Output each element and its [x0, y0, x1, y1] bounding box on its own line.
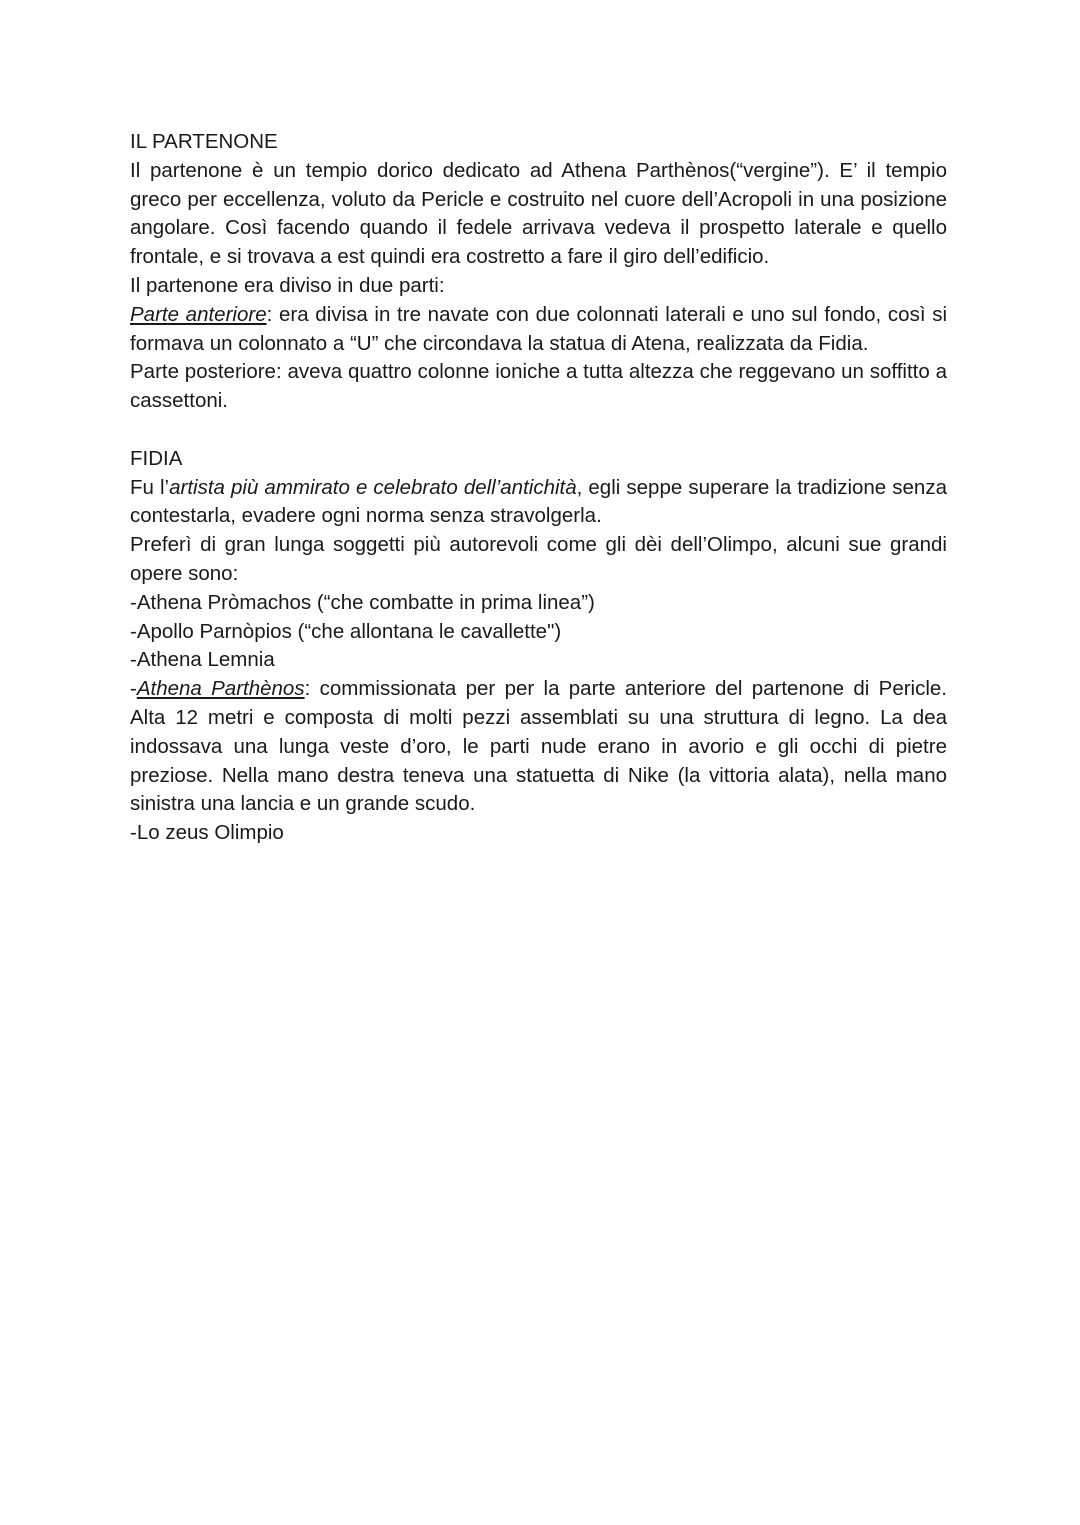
fidia-intro-emphasis: artista più ammirato e celebrato dell’antichità: [169, 475, 577, 499]
partenone-posterior-paragraph: Parte posteriore: aveva quattro colonne ioniche a tutta altezza che reggevano un soffitto a cassettoni.: [130, 360, 947, 413]
work-item: -Athena Lemnia: [130, 648, 275, 672]
fidia-intro-paragraph: [130, 474, 947, 532]
work-item: -Apollo Parnòpios (“che allontana le cavallette"): [130, 619, 562, 643]
fidia-intro-pre: Fu l’: [130, 475, 170, 499]
parthenos-text: : commissionata per per la parte anteriore del partenone di Pericle. Alta 12 metri e composta di molti pezzi assemblati su una struttura di legno. La dea indossava una lunga veste d’oro, le parti nude erano in avorio e gli occhi di pietre preziose. Nella mano destra teneva una statuetta di Nike (la vittoria alata), nella mano sinistra una lancia e un grande scudo.: [130, 677, 947, 816]
partenone-anterior-paragraph: [130, 301, 947, 359]
anterior-label: Parte anteriore: [130, 302, 267, 326]
fidia-works-intro: Preferì di gran lunga soggetti più autorevoli come gli dèi dell’Olimpo, alcuni sue grandi opere sono:: [130, 533, 947, 585]
parthenos-dash: -: [130, 677, 137, 701]
section-spacer: [130, 416, 947, 445]
partenone-intro-paragraph: Il partenone è un tempio dorico dedicato ad Athena Parthènos(“vergine”). E’ il tempio greco per eccellenza, voluto da Pericle e costruito nel cuore dell’Acropoli in una posizione angolare. Così facendo quando il fedele arrivava vedeva il prospetto laterale e quello frontale, e si trovava a est quindi era costretto a fare il giro dell’edificio.: [130, 158, 947, 269]
fidia-intro-post: , egli seppe superare la tradizione senza contestarla, evadere ogni norma senza stravolgerla.: [130, 475, 947, 528]
partenone-division-line: Il partenone era diviso in due parti:: [130, 273, 445, 297]
work-item: -Lo zeus Olimpio: [130, 821, 284, 845]
parthenos-paragraph: [130, 675, 947, 819]
document-page: [130, 128, 947, 848]
anterior-text: : era divisa in tre navate con due colonnati laterali e uno sul fondo, così si formava un colonnato a “U” che circondava la statua di Atena, realizzata da Fidia.: [130, 302, 948, 355]
section-heading-fidia: FIDIA: [130, 446, 183, 470]
parthenos-label: Athena Parthènos: [136, 677, 305, 701]
section-heading-partenone: IL PARTENONE: [130, 130, 278, 153]
work-item: -Athena Pròmachos (“che combatte in prima linea”): [130, 590, 595, 614]
